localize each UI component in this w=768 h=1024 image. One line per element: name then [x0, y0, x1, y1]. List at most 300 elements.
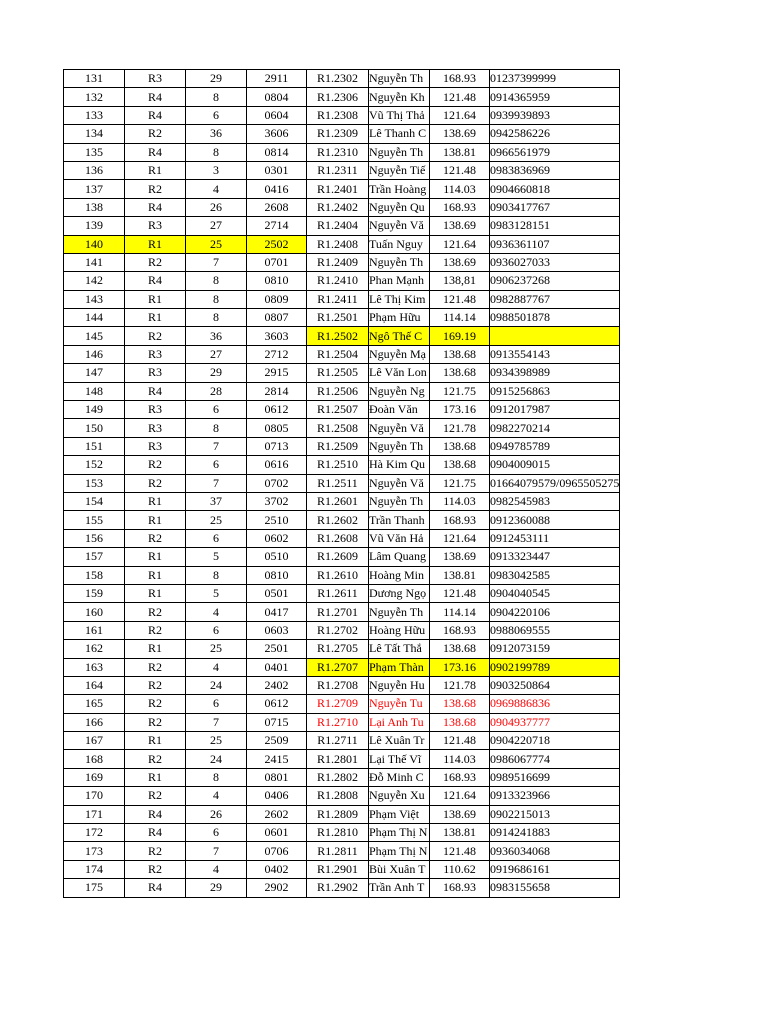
cell-block[interactable]: R1 [125, 309, 186, 327]
cell-code[interactable]: 2415 [247, 750, 307, 768]
cell-code[interactable]: 2608 [247, 198, 307, 216]
cell-block[interactable]: R3 [125, 437, 186, 455]
cell-code[interactable]: 2510 [247, 511, 307, 529]
cell-area[interactable]: 169.19 [430, 327, 490, 345]
cell-code[interactable]: 2602 [247, 805, 307, 823]
cell-unit[interactable]: R1.2611 [307, 584, 369, 602]
cell-phone[interactable] [490, 327, 620, 345]
cell-name[interactable]: Nguyễn Tu [369, 695, 430, 713]
cell-name[interactable]: Nguyễn Ng [369, 382, 430, 400]
cell-index[interactable]: 147 [64, 364, 125, 382]
cell-unit[interactable]: R1.2408 [307, 235, 369, 253]
cell-area[interactable]: 138.68 [430, 713, 490, 731]
cell-code[interactable]: 2502 [247, 235, 307, 253]
cell-block[interactable]: R4 [125, 272, 186, 290]
cell-phone[interactable] [490, 70, 620, 88]
cell-index[interactable]: 153 [64, 474, 125, 492]
cell-floor[interactable]: 8 [186, 88, 247, 106]
cell-unit[interactable]: R1.2310 [307, 143, 369, 161]
cell-unit[interactable]: R1.2802 [307, 768, 369, 786]
cell-name[interactable]: Bùi Xuân T [369, 860, 430, 878]
cell-floor[interactable]: 8 [186, 143, 247, 161]
cell-phone[interactable] [490, 437, 620, 455]
cell-block[interactable]: R2 [125, 750, 186, 768]
cell-name[interactable]: Nguyễn Vă [369, 419, 430, 437]
cell-floor[interactable]: 29 [186, 879, 247, 897]
cell-code[interactable]: 0702 [247, 474, 307, 492]
cell-floor[interactable]: 6 [186, 456, 247, 474]
cell-area[interactable]: 121.75 [430, 382, 490, 400]
cell-unit[interactable]: R1.2306 [307, 88, 369, 106]
cell-index[interactable]: 159 [64, 584, 125, 602]
cell-unit[interactable]: R1.2610 [307, 566, 369, 584]
cell-block[interactable]: R2 [125, 621, 186, 639]
cell-floor[interactable]: 6 [186, 824, 247, 842]
cell-floor[interactable]: 6 [186, 401, 247, 419]
cell-code[interactable]: 0810 [247, 566, 307, 584]
cell-area[interactable]: 121.64 [430, 235, 490, 253]
cell-area[interactable]: 138.81 [430, 824, 490, 842]
cell-index[interactable]: 145 [64, 327, 125, 345]
cell-block[interactable]: R1 [125, 492, 186, 510]
cell-phone[interactable] [490, 842, 620, 860]
cell-block[interactable]: R4 [125, 879, 186, 897]
cell-name[interactable]: Nguyễn Th [369, 492, 430, 510]
cell-index[interactable]: 148 [64, 382, 125, 400]
cell-unit[interactable]: R1.2707 [307, 658, 369, 676]
cell-area[interactable]: 121.48 [430, 842, 490, 860]
cell-code[interactable]: 0604 [247, 106, 307, 124]
cell-unit[interactable]: R1.2705 [307, 640, 369, 658]
cell-block[interactable]: R2 [125, 695, 186, 713]
cell-phone[interactable] [490, 658, 620, 676]
cell-code[interactable]: 0416 [247, 180, 307, 198]
cell-index[interactable]: 142 [64, 272, 125, 290]
cell-floor[interactable]: 7 [186, 842, 247, 860]
cell-area[interactable]: 114.03 [430, 492, 490, 510]
cell-floor[interactable]: 8 [186, 309, 247, 327]
cell-floor[interactable]: 8 [186, 566, 247, 584]
cell-block[interactable]: R2 [125, 327, 186, 345]
cell-index[interactable]: 167 [64, 732, 125, 750]
cell-phone[interactable] [490, 474, 620, 492]
cell-name[interactable]: Phạm Thị N [369, 824, 430, 842]
cell-name[interactable]: Trần Hoàng [369, 180, 430, 198]
cell-area[interactable]: 138,81 [430, 272, 490, 290]
cell-name[interactable]: Nguyễn Kh [369, 88, 430, 106]
cell-name[interactable]: Nguyễn Xu [369, 787, 430, 805]
cell-block[interactable]: R2 [125, 456, 186, 474]
cell-code[interactable]: 2814 [247, 382, 307, 400]
cell-block[interactable]: R1 [125, 768, 186, 786]
cell-code[interactable]: 0805 [247, 419, 307, 437]
cell-index[interactable]: 151 [64, 437, 125, 455]
cell-unit[interactable]: R1.2402 [307, 198, 369, 216]
cell-name[interactable]: Lê Xuân Tr [369, 732, 430, 750]
cell-code[interactable]: 2714 [247, 217, 307, 235]
cell-code[interactable]: 0301 [247, 161, 307, 179]
cell-code[interactable]: 0807 [247, 309, 307, 327]
cell-name[interactable]: Trần Thanh [369, 511, 430, 529]
cell-code[interactable]: 0612 [247, 401, 307, 419]
cell-code[interactable]: 0401 [247, 658, 307, 676]
cell-name[interactable]: Tuấn Nguy [369, 235, 430, 253]
cell-index[interactable]: 171 [64, 805, 125, 823]
cell-name[interactable]: Ngô Thế C [369, 327, 430, 345]
cell-unit[interactable]: R1.2505 [307, 364, 369, 382]
cell-code[interactable]: 0814 [247, 143, 307, 161]
cell-phone[interactable] [490, 180, 620, 198]
cell-floor[interactable]: 4 [186, 603, 247, 621]
cell-code[interactable]: 2501 [247, 640, 307, 658]
cell-floor[interactable]: 6 [186, 695, 247, 713]
cell-name[interactable]: Nguyễn Th [369, 603, 430, 621]
cell-phone[interactable] [490, 548, 620, 566]
cell-area[interactable]: 138.81 [430, 143, 490, 161]
cell-name[interactable]: Nguyễn Th [369, 437, 430, 455]
cell-name[interactable]: Dương Ngọ [369, 584, 430, 602]
cell-index[interactable]: 133 [64, 106, 125, 124]
cell-index[interactable]: 155 [64, 511, 125, 529]
cell-floor[interactable]: 36 [186, 125, 247, 143]
cell-name[interactable]: Phạm Thàn [369, 658, 430, 676]
cell-phone[interactable] [490, 879, 620, 897]
cell-floor[interactable]: 29 [186, 364, 247, 382]
cell-block[interactable]: R2 [125, 529, 186, 547]
cell-code[interactable]: 0417 [247, 603, 307, 621]
cell-unit[interactable]: R1.2311 [307, 161, 369, 179]
cell-name[interactable]: Hoàng Hữu [369, 621, 430, 639]
cell-index[interactable]: 138 [64, 198, 125, 216]
cell-unit[interactable]: R1.2302 [307, 70, 369, 88]
cell-block[interactable]: R2 [125, 253, 186, 271]
cell-unit[interactable]: R1.2510 [307, 456, 369, 474]
cell-floor[interactable]: 37 [186, 492, 247, 510]
cell-unit[interactable]: R1.2811 [307, 842, 369, 860]
cell-index[interactable]: 157 [64, 548, 125, 566]
cell-area[interactable]: 114.03 [430, 750, 490, 768]
cell-phone[interactable] [490, 492, 620, 510]
cell-code[interactable]: 2712 [247, 345, 307, 363]
cell-area[interactable]: 121.48 [430, 732, 490, 750]
cell-index[interactable]: 140 [64, 235, 125, 253]
cell-index[interactable]: 174 [64, 860, 125, 878]
cell-floor[interactable]: 36 [186, 327, 247, 345]
cell-block[interactable]: R1 [125, 548, 186, 566]
cell-code[interactable]: 2915 [247, 364, 307, 382]
cell-unit[interactable]: R1.2602 [307, 511, 369, 529]
cell-area[interactable]: 138.68 [430, 640, 490, 658]
cell-phone[interactable] [490, 456, 620, 474]
cell-block[interactable]: R2 [125, 842, 186, 860]
cell-floor[interactable]: 7 [186, 474, 247, 492]
cell-floor[interactable]: 6 [186, 621, 247, 639]
cell-index[interactable]: 137 [64, 180, 125, 198]
cell-code[interactable]: 0602 [247, 529, 307, 547]
cell-index[interactable]: 134 [64, 125, 125, 143]
cell-name[interactable]: Hoàng Min [369, 566, 430, 584]
cell-index[interactable]: 131 [64, 70, 125, 88]
cell-floor[interactable]: 6 [186, 106, 247, 124]
cell-name[interactable]: Phạm Hữu [369, 309, 430, 327]
cell-code[interactable]: 3606 [247, 125, 307, 143]
cell-floor[interactable]: 7 [186, 437, 247, 455]
cell-phone[interactable] [490, 787, 620, 805]
cell-floor[interactable]: 26 [186, 198, 247, 216]
cell-index[interactable]: 168 [64, 750, 125, 768]
cell-block[interactable]: R2 [125, 787, 186, 805]
cell-area[interactable]: 121.48 [430, 584, 490, 602]
cell-floor[interactable]: 25 [186, 511, 247, 529]
cell-floor[interactable]: 8 [186, 768, 247, 786]
cell-code[interactable]: 0510 [247, 548, 307, 566]
cell-code[interactable]: 2902 [247, 879, 307, 897]
cell-unit[interactable]: R1.2810 [307, 824, 369, 842]
cell-unit[interactable]: R1.2309 [307, 125, 369, 143]
cell-phone[interactable] [490, 198, 620, 216]
cell-name[interactable]: Nguyễn Qu [369, 198, 430, 216]
cell-block[interactable]: R2 [125, 603, 186, 621]
cell-floor[interactable]: 3 [186, 161, 247, 179]
cell-floor[interactable]: 4 [186, 787, 247, 805]
cell-name[interactable]: Lâm Quang [369, 548, 430, 566]
cell-name[interactable]: Nguyễn Vă [369, 474, 430, 492]
cell-floor[interactable]: 6 [186, 529, 247, 547]
cell-phone[interactable] [490, 511, 620, 529]
cell-name[interactable]: Đoàn Văn [369, 401, 430, 419]
cell-block[interactable]: R3 [125, 70, 186, 88]
cell-code[interactable]: 0804 [247, 88, 307, 106]
cell-phone[interactable] [490, 106, 620, 124]
cell-area[interactable]: 138.68 [430, 437, 490, 455]
cell-phone[interactable] [490, 345, 620, 363]
cell-area[interactable]: 121.48 [430, 161, 490, 179]
cell-area[interactable]: 168.93 [430, 768, 490, 786]
cell-block[interactable]: R2 [125, 860, 186, 878]
cell-area[interactable]: 138.68 [430, 364, 490, 382]
cell-name[interactable]: Nguyễn Mạ [369, 345, 430, 363]
cell-index[interactable]: 154 [64, 492, 125, 510]
cell-block[interactable]: R3 [125, 419, 186, 437]
cell-code[interactable]: 0612 [247, 695, 307, 713]
cell-area[interactable]: 168.93 [430, 70, 490, 88]
cell-phone[interactable] [490, 382, 620, 400]
cell-phone[interactable] [490, 401, 620, 419]
cell-code[interactable]: 0616 [247, 456, 307, 474]
cell-block[interactable]: R4 [125, 824, 186, 842]
cell-index[interactable]: 156 [64, 529, 125, 547]
cell-block[interactable]: R2 [125, 180, 186, 198]
cell-phone[interactable] [490, 529, 620, 547]
cell-phone[interactable] [490, 419, 620, 437]
cell-phone[interactable] [490, 364, 620, 382]
cell-name[interactable]: Lại Thế Vĩ [369, 750, 430, 768]
cell-code[interactable]: 2402 [247, 676, 307, 694]
cell-floor[interactable]: 7 [186, 713, 247, 731]
cell-area[interactable]: 168.93 [430, 879, 490, 897]
cell-floor[interactable]: 27 [186, 345, 247, 363]
cell-unit[interactable]: R1.2808 [307, 787, 369, 805]
cell-block[interactable]: R3 [125, 401, 186, 419]
cell-unit[interactable]: R1.2710 [307, 713, 369, 731]
cell-index[interactable]: 144 [64, 309, 125, 327]
cell-code[interactable]: 2911 [247, 70, 307, 88]
cell-block[interactable]: R1 [125, 161, 186, 179]
cell-area[interactable]: 121.64 [430, 106, 490, 124]
cell-block[interactable]: R1 [125, 640, 186, 658]
cell-unit[interactable]: R1.2601 [307, 492, 369, 510]
cell-floor[interactable]: 25 [186, 235, 247, 253]
cell-block[interactable]: R1 [125, 511, 186, 529]
cell-area[interactable]: 121.48 [430, 290, 490, 308]
cell-area[interactable]: 168.93 [430, 621, 490, 639]
cell-area[interactable]: 121.78 [430, 676, 490, 694]
cell-index[interactable]: 135 [64, 143, 125, 161]
cell-area[interactable]: 121.64 [430, 529, 490, 547]
cell-block[interactable]: R4 [125, 805, 186, 823]
cell-index[interactable]: 161 [64, 621, 125, 639]
cell-floor[interactable]: 8 [186, 419, 247, 437]
cell-unit[interactable]: R1.2901 [307, 860, 369, 878]
cell-floor[interactable]: 7 [186, 253, 247, 271]
cell-block[interactable]: R2 [125, 658, 186, 676]
cell-floor[interactable]: 8 [186, 272, 247, 290]
cell-unit[interactable]: R1.2801 [307, 750, 369, 768]
cell-area[interactable]: 138.68 [430, 695, 490, 713]
cell-unit[interactable]: R1.2507 [307, 401, 369, 419]
cell-unit[interactable]: R1.2404 [307, 217, 369, 235]
cell-index[interactable]: 149 [64, 401, 125, 419]
cell-unit[interactable]: R1.2608 [307, 529, 369, 547]
cell-index[interactable]: 173 [64, 842, 125, 860]
cell-phone[interactable] [490, 88, 620, 106]
cell-name[interactable]: Nguyễn Th [369, 253, 430, 271]
cell-index[interactable]: 175 [64, 879, 125, 897]
cell-phone[interactable] [490, 768, 620, 786]
cell-block[interactable]: R4 [125, 382, 186, 400]
cell-index[interactable]: 136 [64, 161, 125, 179]
cell-floor[interactable]: 4 [186, 658, 247, 676]
cell-phone[interactable] [490, 143, 620, 161]
cell-area[interactable]: 138.69 [430, 253, 490, 271]
cell-area[interactable]: 110.62 [430, 860, 490, 878]
cell-index[interactable]: 172 [64, 824, 125, 842]
cell-code[interactable]: 3702 [247, 492, 307, 510]
cell-code[interactable]: 0701 [247, 253, 307, 271]
cell-index[interactable]: 146 [64, 345, 125, 363]
cell-block[interactable]: R1 [125, 584, 186, 602]
cell-index[interactable]: 165 [64, 695, 125, 713]
cell-area[interactable]: 138.81 [430, 566, 490, 584]
cell-block[interactable]: R4 [125, 198, 186, 216]
cell-unit[interactable]: R1.2501 [307, 309, 369, 327]
cell-phone[interactable] [490, 621, 620, 639]
cell-name[interactable]: Đỗ Minh C [369, 768, 430, 786]
cell-block[interactable]: R1 [125, 235, 186, 253]
cell-phone[interactable] [490, 272, 620, 290]
cell-code[interactable]: 0402 [247, 860, 307, 878]
cell-floor[interactable]: 28 [186, 382, 247, 400]
cell-floor[interactable]: 8 [186, 290, 247, 308]
cell-index[interactable]: 141 [64, 253, 125, 271]
cell-index[interactable]: 143 [64, 290, 125, 308]
cell-name[interactable]: Nguyễn Th [369, 143, 430, 161]
cell-phone[interactable] [490, 125, 620, 143]
cell-area[interactable]: 138.69 [430, 805, 490, 823]
cell-index[interactable]: 169 [64, 768, 125, 786]
cell-unit[interactable]: R1.2409 [307, 253, 369, 271]
cell-area[interactable]: 114.14 [430, 309, 490, 327]
cell-index[interactable]: 163 [64, 658, 125, 676]
cell-phone[interactable] [490, 161, 620, 179]
cell-area[interactable]: 168.93 [430, 198, 490, 216]
cell-block[interactable]: R2 [125, 474, 186, 492]
cell-unit[interactable]: R1.2511 [307, 474, 369, 492]
cell-floor[interactable]: 25 [186, 640, 247, 658]
cell-phone[interactable] [490, 603, 620, 621]
cell-unit[interactable]: R1.2411 [307, 290, 369, 308]
cell-phone[interactable] [490, 309, 620, 327]
cell-area[interactable]: 114.03 [430, 180, 490, 198]
cell-code[interactable]: 0715 [247, 713, 307, 731]
cell-phone[interactable] [490, 713, 620, 731]
cell-block[interactable]: R3 [125, 364, 186, 382]
cell-unit[interactable]: R1.2708 [307, 676, 369, 694]
cell-unit[interactable]: R1.2711 [307, 732, 369, 750]
cell-index[interactable]: 150 [64, 419, 125, 437]
cell-unit[interactable]: R1.2401 [307, 180, 369, 198]
cell-name[interactable]: Nguyễn Th [369, 70, 430, 88]
cell-unit[interactable]: R1.2702 [307, 621, 369, 639]
cell-code[interactable]: 0706 [247, 842, 307, 860]
cell-index[interactable]: 158 [64, 566, 125, 584]
cell-code[interactable]: 0406 [247, 787, 307, 805]
cell-area[interactable]: 138.69 [430, 217, 490, 235]
cell-phone[interactable] [490, 584, 620, 602]
cell-name[interactable]: Nguyễn Tiế [369, 161, 430, 179]
cell-area[interactable]: 173.16 [430, 658, 490, 676]
cell-unit[interactable]: R1.2701 [307, 603, 369, 621]
cell-index[interactable]: 139 [64, 217, 125, 235]
cell-unit[interactable]: R1.2410 [307, 272, 369, 290]
cell-block[interactable]: R4 [125, 106, 186, 124]
cell-code[interactable]: 0801 [247, 768, 307, 786]
cell-code[interactable]: 2509 [247, 732, 307, 750]
cell-floor[interactable]: 25 [186, 732, 247, 750]
cell-unit[interactable]: R1.2308 [307, 106, 369, 124]
cell-unit[interactable]: R1.2506 [307, 382, 369, 400]
cell-area[interactable]: 121.64 [430, 787, 490, 805]
cell-index[interactable]: 166 [64, 713, 125, 731]
cell-name[interactable]: Lê Văn Lon [369, 364, 430, 382]
cell-area[interactable]: 121.48 [430, 88, 490, 106]
cell-area[interactable]: 138.69 [430, 125, 490, 143]
cell-name[interactable]: Trần Anh T [369, 879, 430, 897]
cell-index[interactable]: 160 [64, 603, 125, 621]
cell-code[interactable]: 0713 [247, 437, 307, 455]
cell-index[interactable]: 132 [64, 88, 125, 106]
cell-name[interactable]: Lê Thị Kim [369, 290, 430, 308]
cell-phone[interactable] [490, 860, 620, 878]
cell-index[interactable]: 164 [64, 676, 125, 694]
cell-phone[interactable] [490, 235, 620, 253]
cell-block[interactable]: R2 [125, 676, 186, 694]
cell-name[interactable]: Hà Kim Qu [369, 456, 430, 474]
cell-area[interactable]: 138.68 [430, 345, 490, 363]
cell-name[interactable]: Vũ Văn Hả [369, 529, 430, 547]
cell-floor[interactable]: 24 [186, 750, 247, 768]
cell-unit[interactable]: R1.2509 [307, 437, 369, 455]
